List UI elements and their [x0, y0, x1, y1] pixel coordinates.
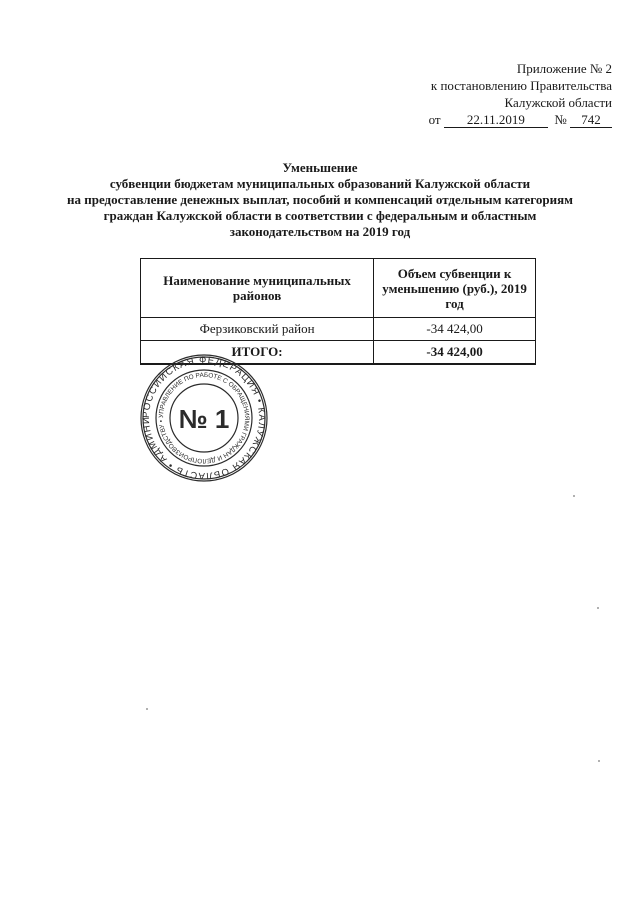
title-line-5: законодательством на 2019 год	[229, 224, 411, 239]
cell-amount: -34 424,00	[374, 318, 536, 341]
resolution-number: 742	[570, 113, 612, 128]
number-prefix: №	[554, 112, 567, 127]
appendix-region: Калужской области	[504, 95, 612, 110]
appendix-resolution: к постановлению Правительства	[430, 78, 612, 93]
scan-speck	[146, 708, 148, 710]
subvention-table	[140, 258, 536, 365]
official-stamp	[138, 352, 270, 484]
appendix-date-line	[372, 111, 612, 128]
stamp-outer-text: РОССИЙСКАЯ ФЕДЕРАЦИЯ • КАЛУЖСКАЯ ОБЛАСТЬ • АДМИНИ	[140, 354, 268, 482]
stamp-number: № 1	[178, 404, 230, 434]
appendix-block	[372, 60, 612, 128]
table-row	[141, 318, 536, 341]
total-label: ИТОГО:	[141, 341, 374, 365]
scan-speck	[598, 760, 600, 762]
stamp-inner-text: УПРАВЛЕНИЕ ПО РАБОТЕ С ОБРАЩЕНИЯМИ ГРАЖДАН И ДЕЛОПРОИЗВОДСТВУ •	[157, 371, 251, 465]
header-amount: Объем субвенции к уменьшению (руб.), 2019 год	[374, 259, 536, 318]
title-line-4: граждан Калужской области в соответствии с федеральным и областным	[103, 208, 537, 223]
table-header-row	[141, 259, 536, 318]
total-value: -34 424,00	[374, 341, 536, 365]
cell-district: Ферзиковский район	[141, 318, 374, 341]
appendix-title: Приложение № 2	[516, 61, 612, 76]
scan-speck	[573, 495, 575, 497]
title-line-2: субвенции бюджетам муниципальных образований Калужской области	[109, 176, 531, 191]
date-prefix: от	[428, 112, 441, 127]
title-line-3: на предоставление денежных выплат, пособий и компенсаций отдельным категориям	[67, 192, 573, 207]
resolution-date: 22.11.2019	[444, 113, 548, 128]
document-title	[40, 160, 600, 240]
scan-speck	[597, 607, 599, 609]
title-line-1: Уменьшение	[282, 160, 358, 175]
header-district: Наименование муниципальных районов	[141, 259, 374, 318]
stamp-seal-icon	[138, 352, 270, 484]
